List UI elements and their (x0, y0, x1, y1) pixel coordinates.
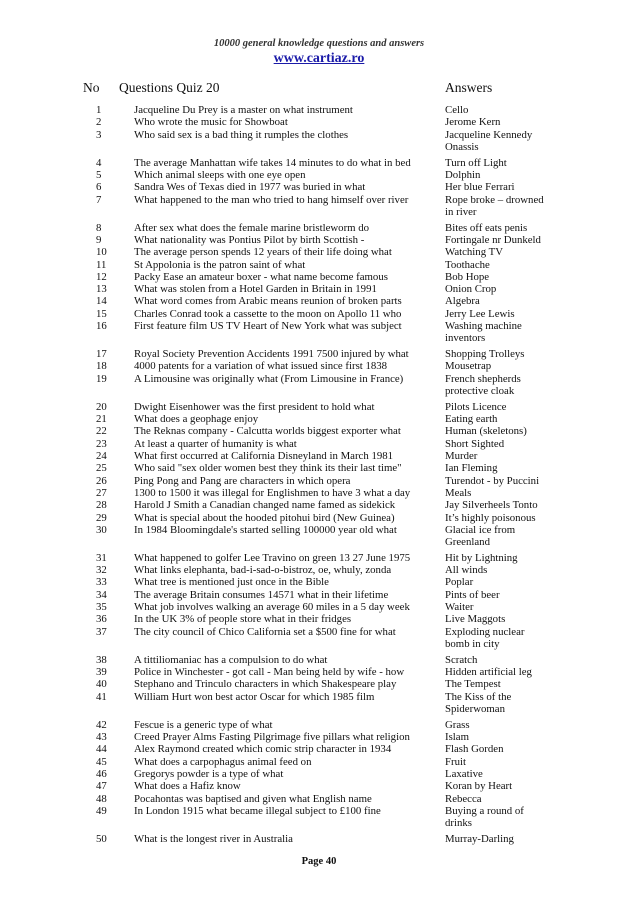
table-row (0, 425, 638, 437)
table-row (0, 320, 638, 345)
row-number: 10 (96, 246, 107, 259)
answer-text: Bites off eats penis (445, 221, 528, 234)
answer-text: Laxative (445, 767, 483, 780)
table-row (0, 780, 638, 792)
table-row (0, 181, 638, 193)
table-row (0, 833, 638, 845)
answer-text: Cello (445, 104, 469, 116)
question-text: Harold J Smith a Canadian changed name famed as sidekick (134, 499, 396, 512)
column-header-no: No (83, 80, 100, 95)
row-number: 37 (96, 625, 107, 638)
row-number: 32 (96, 564, 107, 577)
question-text: Ping Pong and Pang are characters in which opera (134, 474, 351, 487)
table-row (0, 104, 638, 116)
answer-text: Hidden artificial leg (445, 666, 532, 679)
question-text: Dwight Eisenhower was the first president to hold what (134, 400, 375, 413)
row-number: 17 (96, 348, 107, 361)
row-number: 43 (96, 731, 107, 744)
table-row (0, 438, 638, 450)
row-number: 15 (96, 307, 107, 320)
question-text: Stephano and Trinculo characters in which Shakespeare play (134, 678, 397, 691)
row-number: 36 (96, 613, 107, 626)
row-number: 14 (96, 295, 107, 308)
row-number: 22 (96, 425, 107, 438)
answer-text: Islam (445, 731, 469, 744)
question-text: William Hurt won best actor Oscar for which 1985 film (134, 690, 375, 703)
table-row (0, 768, 638, 780)
question-text: A tittiliomaniac has a compulsion to do what (134, 653, 328, 666)
question-text: What tree is mentioned just once in the Bible (134, 576, 329, 589)
question-text: The city council of Chico California set a $500 fine for what (134, 625, 396, 638)
question-text: Who said sex is a bad thing it rumples the clothes (134, 128, 349, 141)
row-number: 41 (96, 690, 107, 703)
row-number: 4 (96, 156, 102, 169)
answer-text: Turn off Light (445, 156, 507, 169)
question-text: What is special about the hooded pitohui bird (New Guinea) (134, 511, 395, 524)
question-text: First feature film US TV Heart of New York what was subject (134, 320, 402, 333)
row-number: 23 (96, 437, 107, 450)
question-text: The average Manhattan wife takes 14 minutes to do what in bed (134, 156, 411, 169)
row-number: 16 (96, 320, 107, 333)
table-row (0, 512, 638, 524)
question-text: In 1984 Bloomingdale's started selling 100000 year old what (134, 523, 397, 536)
row-number: 18 (96, 360, 107, 373)
row-number: 5 (96, 168, 102, 181)
table-row (0, 719, 638, 731)
question-text: 4000 patents for a variation of what issued since first 1838 (134, 360, 388, 373)
answer-text: Pilots Licence (445, 400, 507, 413)
row-number: 45 (96, 755, 107, 768)
question-text: Packy Ease an amateur boxer - what name become famous (134, 270, 388, 283)
question-text: The average Britain consumes 14571 what in their lifetime (134, 588, 389, 601)
table-row (0, 413, 638, 425)
table-row (0, 234, 638, 246)
table-row (0, 552, 638, 564)
row-number: 25 (96, 462, 107, 475)
answer-text: Human (skeletons) (445, 425, 527, 438)
answer-text: Koran by Heart (445, 780, 513, 793)
table-row (0, 731, 638, 743)
table-row (0, 169, 638, 181)
question-text: What was stolen from a Hotel Garden in Britain in 1991 (134, 283, 377, 296)
question-text: Royal Society Prevention Accidents 1991 7500 injured by what (134, 348, 409, 361)
answer-text: Hit by Lightning (445, 551, 518, 564)
table-row (0, 308, 638, 320)
row-number: 11 (96, 258, 107, 271)
table-row (0, 499, 638, 511)
table-row (0, 756, 638, 768)
answer-text: Jacqueline Kennedy Onassis (445, 128, 533, 153)
answer-text: Fortingale nr Dunkeld (445, 233, 541, 246)
row-number: 29 (96, 511, 107, 524)
row-number: 2 (96, 116, 102, 129)
question-text: Alex Raymond created which comic strip character in 1934 (134, 743, 392, 756)
table-row (0, 295, 638, 307)
question-text: What does a Hafiz know (134, 780, 241, 793)
question-text: Pocahontas was baptised and given what English name (134, 792, 372, 805)
table-row (0, 743, 638, 755)
question-text: Creed Prayer Alms Fasting Pilgrimage five pillars what religion (134, 731, 410, 744)
table-row (0, 576, 638, 588)
question-text: Gregorys powder is a type of what (134, 767, 284, 780)
row-number: 47 (96, 780, 107, 793)
question-text: What links elephanta, bad-i-sad-o-bistroz, oe, whuly, zonda (134, 564, 392, 577)
row-number: 35 (96, 601, 107, 614)
table-row (0, 246, 638, 258)
table-row (0, 475, 638, 487)
row-number: 42 (96, 718, 107, 731)
row-number: 28 (96, 499, 107, 512)
table-row (0, 283, 638, 295)
answer-text: Short Sighted (445, 437, 505, 450)
document-subtitle: 10000 general knowledge questions and answers (213, 38, 425, 49)
table-row (0, 222, 638, 234)
question-text: In the UK 3% of people store what in their fridges (134, 613, 352, 626)
row-number: 38 (96, 653, 107, 666)
question-text: What nationality was Pontius Pilot by birth Scottish - (134, 233, 365, 246)
answer-text: Murder (445, 450, 478, 463)
table-row (0, 666, 638, 678)
question-text: Which animal sleeps with one eye open (134, 168, 306, 181)
row-number: 12 (96, 270, 107, 283)
question-text: Charles Conrad took a cassette to the moon on Apollo 11 who (134, 307, 402, 320)
column-header-answers: Answers (445, 80, 493, 95)
table-row (0, 793, 638, 805)
answer-text: Eating earth (445, 413, 498, 426)
answer-text: Poplar (445, 576, 474, 589)
answer-text: Meals (445, 486, 472, 499)
question-text: The average person spends 12 years of their life doing what (134, 246, 392, 259)
row-number: 44 (96, 743, 107, 756)
answer-text: The Kiss of the Spiderwoman (445, 690, 512, 715)
question-text: Who said "sex older women best they think its their last time" (134, 462, 402, 475)
question-text: 1300 to 1500 it was illegal for Englishmen to have 3 what a day (134, 486, 411, 499)
answer-text: Washing machine inventors (445, 320, 522, 345)
question-text: The Reknas company - Calcutta worlds biggest exporter what (134, 425, 401, 438)
question-text: What is the longest river in Australia (134, 832, 293, 845)
answer-text: Toothache (445, 258, 490, 271)
answer-text: Shopping Trolleys (445, 348, 525, 361)
answer-text: Buying a round of drinks (445, 804, 524, 830)
row-number: 46 (96, 767, 107, 780)
answer-text: Fruit (445, 755, 466, 768)
table-row (0, 626, 638, 651)
row-number: 3 (96, 128, 102, 141)
question-text: What does a carpophagus animal feed on (134, 755, 312, 768)
answer-text: Rope broke – drowned in river (445, 193, 544, 218)
table-row (0, 373, 638, 398)
table-row (0, 805, 638, 830)
table-row (0, 129, 638, 154)
table-row (0, 601, 638, 613)
answer-text: Watching TV (445, 246, 504, 259)
row-number: 33 (96, 576, 107, 589)
answer-text: Grass (445, 718, 470, 731)
row-number: 40 (96, 678, 107, 691)
question-text: What happened to golfer Lee Travino on green 13 27 June 1975 (134, 551, 411, 564)
answer-text: Glacial ice from Greenland (445, 523, 516, 549)
row-number: 6 (96, 181, 102, 194)
answer-text: Exploding nuclear bomb in city (445, 625, 525, 650)
table-row (0, 271, 638, 283)
question-text: Fescue is a generic type of what (134, 718, 273, 731)
column-header-questions: Questions Quiz 20 (119, 80, 220, 95)
question-table (0, 104, 638, 845)
table-row (0, 360, 638, 372)
table-row (0, 613, 638, 625)
table-row (0, 259, 638, 271)
question-text: A Limousine was originally what (From Limousine in France) (134, 372, 404, 385)
answer-text: Waiter (445, 601, 474, 614)
row-number: 8 (96, 221, 102, 234)
row-number: 49 (96, 804, 107, 817)
row-number: 21 (96, 413, 107, 426)
table-row (0, 348, 638, 360)
answer-text: Algebra (445, 295, 480, 308)
answer-text: It’s highly poisonous (445, 511, 536, 524)
question-text: After sex what does the female marine bristleworm do (134, 221, 370, 234)
question-text: In London 1915 what became illegal subject to £100 fine (134, 804, 381, 817)
question-text: Sandra Wes of Texas died in 1977 was buried in what (134, 181, 366, 194)
row-number: 19 (96, 372, 107, 385)
row-number: 34 (96, 588, 107, 601)
table-row (0, 401, 638, 413)
question-text: Police in Winchester - got call - Man being held by wife - how (134, 666, 405, 679)
answer-text: Murray-Darling (445, 832, 514, 845)
question-text: What happened to the man who tried to hang himself over river (134, 193, 409, 206)
answer-text: Live Maggots (445, 613, 506, 626)
answer-text: Scratch (445, 653, 478, 666)
answer-text: The Tempest (445, 678, 501, 691)
answer-text: Pints of beer (445, 588, 500, 601)
answer-text: Jay Silverheels Tonto (445, 499, 538, 512)
answer-text: Bob Hope (445, 270, 490, 283)
table-row (0, 589, 638, 601)
question-text: What first occurred at California Disneyland in March 1981 (134, 450, 394, 463)
table-row (0, 487, 638, 499)
row-number: 26 (96, 474, 107, 487)
table-row (0, 691, 638, 716)
answer-text: Jerry Lee Lewis (445, 307, 515, 320)
row-number: 31 (96, 551, 107, 564)
table-row (0, 462, 638, 474)
question-text: What word comes from Arabic means reunion of broken parts (134, 295, 402, 308)
table-row (0, 524, 638, 549)
answer-text: Dolphin (445, 168, 481, 181)
answer-text: All winds (445, 564, 488, 577)
answer-text: Onion Crop (445, 283, 497, 296)
table-row (0, 564, 638, 576)
row-number: 9 (96, 233, 102, 246)
question-text: What job involves walking an average 60 miles in a 5 day week (134, 601, 410, 614)
table-row (0, 678, 638, 690)
row-number: 1 (96, 104, 102, 116)
page-number: Page 40 (301, 856, 337, 867)
answer-text: Turendot - by Puccini (445, 474, 540, 487)
question-text: What does a geophage enjoy (134, 413, 259, 426)
row-number: 30 (96, 523, 107, 536)
question-text: St Appolonia is the patron saint of what (134, 258, 306, 271)
answer-text: Her blue Ferrari (445, 181, 515, 194)
row-number: 27 (96, 486, 107, 499)
table-row (0, 116, 638, 128)
answer-text: Jerome Kern (445, 116, 501, 129)
row-number: 7 (96, 193, 102, 206)
row-number: 50 (96, 832, 107, 845)
row-number: 20 (96, 400, 107, 413)
table-row (0, 450, 638, 462)
question-text: At least a quarter of humanity is what (134, 437, 297, 450)
question-text: Jacqueline Du Prey is a master on what instrument (134, 104, 353, 116)
answer-text: Rebecca (445, 792, 482, 805)
table-row (0, 654, 638, 666)
website-link[interactable]: www.cartiaz.ro (273, 51, 365, 66)
answer-text: Mousetrap (445, 360, 492, 373)
answer-text: Flash Gorden (445, 743, 504, 756)
row-number: 24 (96, 450, 107, 463)
row-number: 39 (96, 666, 107, 679)
question-text: Who wrote the music for Showboat (134, 116, 288, 129)
table-row (0, 157, 638, 169)
answer-text: Ian Fleming (445, 462, 498, 475)
row-number: 48 (96, 792, 107, 805)
table-row (0, 194, 638, 219)
answer-text: French shepherds protective cloak (445, 372, 521, 398)
row-number: 13 (96, 283, 107, 296)
